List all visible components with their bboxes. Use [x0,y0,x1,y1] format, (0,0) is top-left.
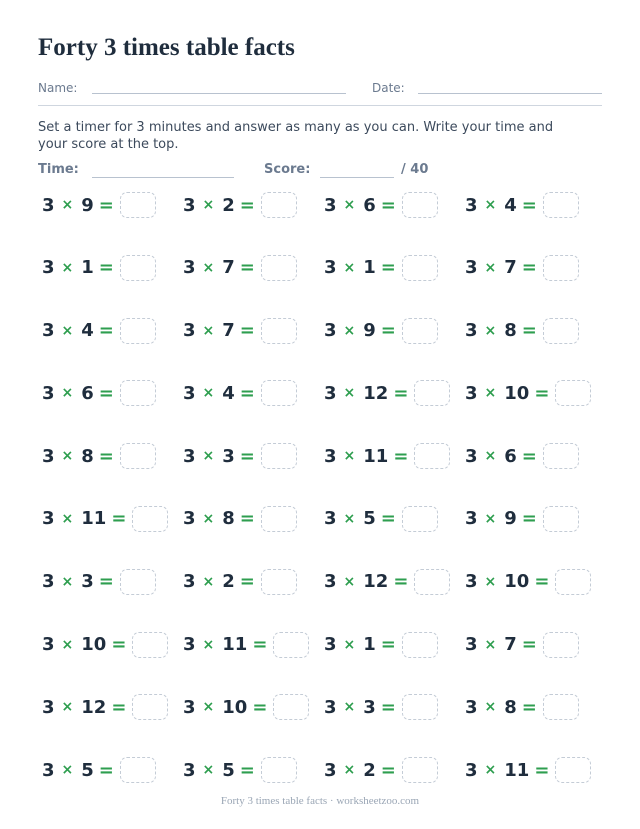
fact-multiplier: 9 [363,320,376,342]
fact-multiplier: 10 [504,382,530,404]
fact-multiplier: 3 [363,696,376,718]
page-footer: Forty 3 times table facts · worksheetzoo.com [220,795,420,807]
answer-box[interactable] [261,380,297,406]
answer-box[interactable] [402,255,438,281]
answer-box[interactable] [120,757,156,783]
fact-multiplicand: 3 [324,634,337,656]
fact-item [38,314,179,348]
fact-multiplicand: 3 [324,382,337,404]
times-symbol: × [343,699,356,716]
page-title: Forty 3 times table facts [38,34,295,61]
equals-symbol: = [521,445,537,467]
fact-multiplier: 11 [222,634,248,656]
fact-multiplier: 11 [81,508,107,530]
fact-multiplier: 8 [81,445,94,467]
fact-item [320,502,461,536]
time-label: Time: [38,162,79,177]
times-symbol: × [484,762,497,779]
fact-item [320,628,461,662]
answer-box[interactable] [132,506,168,532]
answer-box[interactable] [543,192,579,218]
equals-symbol: = [380,257,396,279]
fact-multiplicand: 3 [465,571,478,593]
equals-symbol: = [393,571,409,593]
fact-multiplicand: 3 [465,382,478,404]
equals-symbol: = [98,571,114,593]
equals-symbol: = [380,634,396,656]
header-divider [38,105,602,106]
equals-symbol: = [239,571,255,593]
fact-item [461,690,602,724]
fact-multiplier: 3 [81,571,94,593]
equals-symbol: = [239,320,255,342]
fact-multiplicand: 3 [183,696,196,718]
times-symbol: × [343,259,356,276]
equals-symbol: = [534,759,550,781]
times-symbol: × [343,322,356,339]
answer-box[interactable] [402,632,438,658]
fact-multiplicand: 3 [183,759,196,781]
times-symbol: × [202,259,215,276]
fact-item [179,188,320,222]
fact-item [38,188,179,222]
fact-multiplicand: 3 [465,759,478,781]
equals-symbol: = [239,508,255,530]
fact-multiplicand: 3 [42,634,55,656]
equals-symbol: = [239,382,255,404]
fact-multiplier: 6 [504,445,517,467]
answer-box[interactable] [402,757,438,783]
equals-symbol: = [98,320,114,342]
times-symbol: × [484,699,497,716]
fact-multiplicand: 3 [465,257,478,279]
fact-multiplier: 11 [363,445,389,467]
fact-multiplicand: 3 [42,194,55,216]
fact-item [461,314,602,348]
answer-box[interactable] [402,694,438,720]
equals-symbol: = [98,382,114,404]
fact-multiplicand: 3 [42,445,55,467]
fact-multiplicand: 3 [183,320,196,342]
fact-multiplicand: 3 [42,696,55,718]
fact-multiplier: 7 [222,320,235,342]
answer-box[interactable] [402,318,438,344]
answer-box[interactable] [402,192,438,218]
answer-box[interactable] [543,255,579,281]
fact-multiplier: 1 [363,634,376,656]
equals-symbol: = [239,445,255,467]
equals-symbol: = [380,194,396,216]
equals-symbol: = [239,194,255,216]
fact-item [38,376,179,410]
fact-item [461,502,602,536]
times-symbol: × [484,573,497,590]
fact-multiplier: 8 [222,508,235,530]
fact-item [461,628,602,662]
fact-item [179,376,320,410]
name-date-row [38,78,602,104]
time-score-row [38,162,602,182]
times-symbol: × [61,197,74,213]
equals-symbol: = [393,445,409,467]
fact-item [38,753,179,787]
fact-item [179,753,320,787]
score-field[interactable] [320,177,394,178]
equals-symbol: = [393,382,409,404]
fact-multiplicand: 3 [183,382,196,404]
fact-multiplier: 7 [504,634,517,656]
fact-item [179,314,320,348]
answer-box[interactable] [261,318,297,344]
answer-box[interactable] [261,192,297,218]
answer-box[interactable] [414,569,450,595]
fact-multiplier: 6 [81,382,94,404]
equals-symbol: = [111,696,127,718]
times-symbol: × [343,510,356,527]
times-symbol: × [202,385,215,402]
fact-item [38,251,179,285]
fact-multiplicand: 3 [324,257,337,279]
fact-multiplier: 6 [363,194,376,216]
times-symbol: × [61,259,74,276]
answer-box[interactable] [120,380,156,406]
equals-symbol: = [380,320,396,342]
fact-multiplicand: 3 [465,634,478,656]
times-symbol: × [343,197,356,213]
fact-multiplicand: 3 [42,571,55,593]
fact-multiplier: 12 [363,571,389,593]
fact-multiplier: 12 [363,382,389,404]
times-symbol: × [61,510,74,527]
fact-item [179,439,320,473]
fact-item [320,188,461,222]
times-symbol: × [202,762,215,779]
fact-multiplicand: 3 [183,257,196,279]
fact-item [320,753,461,787]
times-symbol: × [61,573,74,590]
fact-item [461,251,602,285]
times-symbol: × [202,197,215,213]
fact-multiplicand: 3 [324,571,337,593]
times-symbol: × [61,699,74,716]
answer-box[interactable] [261,443,297,469]
fact-multiplier: 10 [222,696,248,718]
answer-box[interactable] [132,694,168,720]
times-symbol: × [202,699,215,716]
times-symbol: × [484,448,497,465]
fact-multiplicand: 3 [465,445,478,467]
equals-symbol: = [534,571,550,593]
times-symbol: × [343,573,356,590]
equals-symbol: = [521,194,537,216]
fact-multiplicand: 3 [42,257,55,279]
fact-item [38,628,179,662]
fact-multiplicand: 3 [324,696,337,718]
fact-multiplier: 3 [222,445,235,467]
fact-multiplicand: 3 [42,320,55,342]
equals-symbol: = [98,194,114,216]
times-symbol: × [484,636,497,653]
fact-multiplicand: 3 [324,445,337,467]
equals-symbol: = [111,634,127,656]
times-symbol: × [61,762,74,779]
fact-multiplier: 10 [504,571,530,593]
fact-multiplicand: 3 [465,696,478,718]
answer-box[interactable] [273,694,309,720]
answer-box[interactable] [555,569,591,595]
times-symbol: × [61,448,74,465]
fact-multiplicand: 3 [324,508,337,530]
fact-multiplicand: 3 [42,508,55,530]
answer-box[interactable] [261,506,297,532]
answer-box[interactable] [555,757,591,783]
fact-multiplier: 5 [81,759,94,781]
instructions-text: Set a timer for 3 minutes and answer as many as you can. Write your time and your score at the top. [38,120,554,152]
fact-multiplier: 11 [504,759,530,781]
fact-item [320,690,461,724]
answer-box[interactable] [120,255,156,281]
fact-multiplier: 9 [81,194,94,216]
fact-multiplier: 1 [363,257,376,279]
answer-box[interactable] [555,380,591,406]
fact-item [38,565,179,599]
equals-symbol: = [521,257,537,279]
fact-multiplier: 8 [504,320,517,342]
fact-multiplier: 12 [81,696,107,718]
fact-multiplier: 9 [504,508,517,530]
fact-item [320,376,461,410]
answer-box[interactable] [273,632,309,658]
fact-item [179,251,320,285]
name-field[interactable] [92,93,346,94]
fact-multiplicand: 3 [183,634,196,656]
times-symbol: × [61,385,74,402]
fact-item [461,376,602,410]
fact-item [38,439,179,473]
date-label: Date: [372,81,405,95]
times-symbol: × [484,197,497,213]
times-symbol: × [61,636,74,653]
fact-multiplier: 4 [504,194,517,216]
equals-symbol: = [380,508,396,530]
times-symbol: × [484,322,497,339]
equals-symbol: = [111,508,127,530]
fact-multiplier: 1 [81,257,94,279]
equals-symbol: = [239,257,255,279]
fact-item [179,502,320,536]
score-label: Score: [264,162,311,177]
fact-item [179,690,320,724]
equals-symbol: = [239,759,255,781]
fact-item [320,565,461,599]
times-symbol: × [202,322,215,339]
answer-box[interactable] [120,569,156,595]
answer-box[interactable] [543,506,579,532]
fact-item [320,251,461,285]
fact-multiplier: 7 [222,257,235,279]
fact-multiplicand: 3 [42,382,55,404]
times-symbol: × [343,762,356,779]
fact-multiplier: 5 [222,759,235,781]
fact-multiplicand: 3 [324,320,337,342]
score-total: / 40 [401,162,429,177]
fact-multiplier: 5 [363,508,376,530]
times-symbol: × [343,448,356,465]
fact-multiplicand: 3 [324,759,337,781]
fact-item [461,753,602,787]
fact-multiplier: 4 [81,320,94,342]
fact-item [320,314,461,348]
answer-box[interactable] [543,443,579,469]
equals-symbol: = [98,759,114,781]
fact-multiplier: 2 [222,194,235,216]
equals-symbol: = [521,696,537,718]
fact-multiplicand: 3 [465,508,478,530]
answer-box[interactable] [402,506,438,532]
times-symbol: × [343,636,356,653]
answer-box[interactable] [543,694,579,720]
answer-box[interactable] [543,318,579,344]
equals-symbol: = [98,257,114,279]
equals-symbol: = [521,508,537,530]
answer-box[interactable] [261,255,297,281]
fact-item [461,439,602,473]
fact-multiplier: 8 [504,696,517,718]
equals-symbol: = [252,696,268,718]
answer-box[interactable] [261,757,297,783]
fact-multiplier: 2 [363,759,376,781]
fact-multiplicand: 3 [183,445,196,467]
name-label: Name: [38,81,78,95]
fact-item [38,502,179,536]
answer-box[interactable] [414,443,450,469]
date-field[interactable] [418,93,602,94]
equals-symbol: = [521,634,537,656]
fact-item [179,628,320,662]
fact-item [461,565,602,599]
times-symbol: × [202,510,215,527]
times-symbol: × [343,385,356,402]
times-symbol: × [484,510,497,527]
equals-symbol: = [380,696,396,718]
fact-multiplicand: 3 [465,194,478,216]
equals-symbol: = [534,382,550,404]
fact-multiplier: 2 [222,571,235,593]
times-symbol: × [202,448,215,465]
times-symbol: × [484,385,497,402]
times-symbol: × [61,322,74,339]
answer-box[interactable] [120,318,156,344]
fact-multiplicand: 3 [183,508,196,530]
answer-box[interactable] [414,380,450,406]
answer-box[interactable] [543,632,579,658]
fact-item [179,565,320,599]
answer-box[interactable] [261,569,297,595]
fact-item [38,690,179,724]
times-symbol: × [484,259,497,276]
facts-grid [38,188,602,816]
fact-multiplicand: 3 [324,194,337,216]
fact-item [320,439,461,473]
answer-box[interactable] [120,192,156,218]
fact-multiplier: 10 [81,634,107,656]
times-symbol: × [202,573,215,590]
fact-multiplicand: 3 [183,571,196,593]
equals-symbol: = [252,634,268,656]
fact-multiplicand: 3 [42,759,55,781]
time-field[interactable] [92,177,234,178]
answer-box[interactable] [132,632,168,658]
fact-multiplicand: 3 [183,194,196,216]
fact-multiplicand: 3 [465,320,478,342]
equals-symbol: = [380,759,396,781]
times-symbol: × [202,636,215,653]
equals-symbol: = [521,320,537,342]
equals-symbol: = [98,445,114,467]
fact-item [461,188,602,222]
fact-multiplier: 7 [504,257,517,279]
fact-multiplier: 4 [222,382,235,404]
answer-box[interactable] [120,443,156,469]
